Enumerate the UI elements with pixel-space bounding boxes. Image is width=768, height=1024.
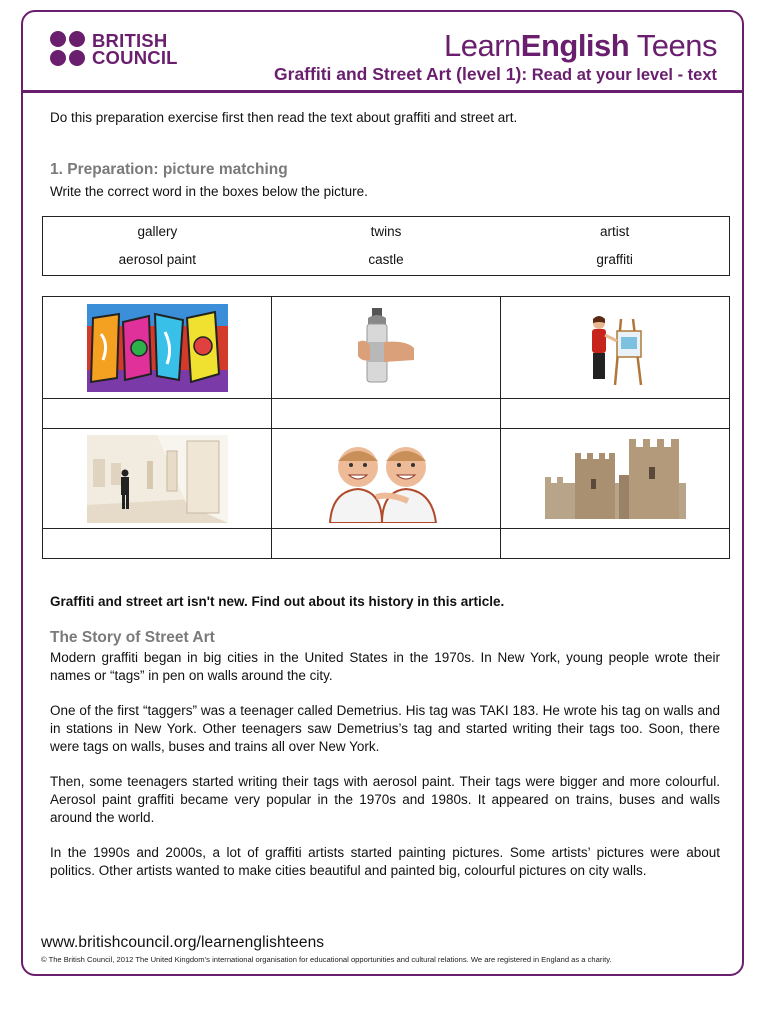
answer-box[interactable] xyxy=(501,529,730,559)
title-sub: Read at your level - text xyxy=(527,66,717,84)
answer-box[interactable] xyxy=(43,399,272,429)
preparation-heading: 1. Preparation: picture matching xyxy=(50,161,288,178)
preparation-instruction: Write the correct word in the boxes below the picture. xyxy=(50,184,368,199)
intro-text: Do this preparation exercise first then read the text about graffiti and street art. xyxy=(50,110,518,125)
word-bank-item: artist xyxy=(600,223,630,239)
article-lead: Graffiti and street art isn't new. Find out about its history in this article. xyxy=(50,594,505,609)
picture-cell xyxy=(272,297,501,399)
word-bank-item: gallery xyxy=(137,223,178,239)
brand-teens: Teens xyxy=(629,28,717,63)
article-paragraph: Modern graffiti began in big cities in the United States in the 1970s. In New York, young people wrote their names or “tags” in pen on walls around the city. xyxy=(50,650,720,683)
article-paragraph: In the 1990s and 2000s, a lot of graffiti artists started painting pictures. Some artists’ pictures were about politics. Other artists wanted to make cities beautiful and painted big, colourful pictures on city walls. xyxy=(50,845,720,878)
picture-matching-grid xyxy=(42,296,730,559)
spray-can-image xyxy=(356,308,416,388)
footer-url[interactable]: www.britishcouncil.org/learnenglishteens xyxy=(41,934,325,951)
learnenglish-teens-logo xyxy=(444,28,717,64)
article-title: The Story of Street Art xyxy=(50,629,215,646)
brand-english: English xyxy=(520,28,630,63)
answer-box[interactable] xyxy=(272,529,501,559)
gallery-visitor-image xyxy=(87,435,228,523)
logo-line-2: COUNCIL xyxy=(92,46,178,68)
picture-cell xyxy=(501,297,730,399)
answer-box[interactable] xyxy=(43,529,272,559)
brand-learn: Learn xyxy=(443,28,521,63)
picture-cell xyxy=(272,429,501,529)
stone-castle-image xyxy=(545,439,686,519)
footer-copyright: © The British Council, 2012 The United Kingdom’s international organisation for educational opportunities and cultural relations. We are registered in England as a charity. xyxy=(41,955,612,964)
article-paragraph: Then, some teenagers started writing their tags with aerosol paint. Their tags were bigger and more colourful. Aerosol paint graffiti became very popular in the 1970s and 1980s. It appeared on trains, buses and walls around the world. xyxy=(50,774,720,825)
word-bank-item: graffiti xyxy=(596,251,633,267)
graffiti-mural-image xyxy=(87,304,228,392)
word-bank-item: aerosol paint xyxy=(118,251,196,267)
picture-cell xyxy=(501,429,730,529)
header-divider xyxy=(21,90,744,93)
answer-box[interactable] xyxy=(501,399,730,429)
word-bank xyxy=(42,216,730,276)
logo-dots-icon xyxy=(50,31,85,66)
british-council-logo xyxy=(50,31,178,66)
picture-cell xyxy=(43,429,272,529)
word-bank-item: castle xyxy=(368,251,404,267)
logo-line-1: BRITISH xyxy=(92,29,168,51)
article-paragraph: One of the first “taggers” was a teenager called Demetrius. His tag was TAKI 183. He wrote his tag on walls and in stations in New York. Other teenagers saw Demetrius’s tag and started writing their tags too. Soon, there were tags on walls, buses and trains all over New York. xyxy=(50,703,720,754)
painter-at-easel-image xyxy=(585,311,645,385)
title-main: Graffiti and Street Art (level 1): xyxy=(274,64,528,84)
document-title xyxy=(274,64,717,85)
smiling-twins-image xyxy=(320,435,452,523)
picture-cell xyxy=(43,297,272,399)
word-bank-item: twins xyxy=(370,223,402,239)
answer-box[interactable] xyxy=(272,399,501,429)
